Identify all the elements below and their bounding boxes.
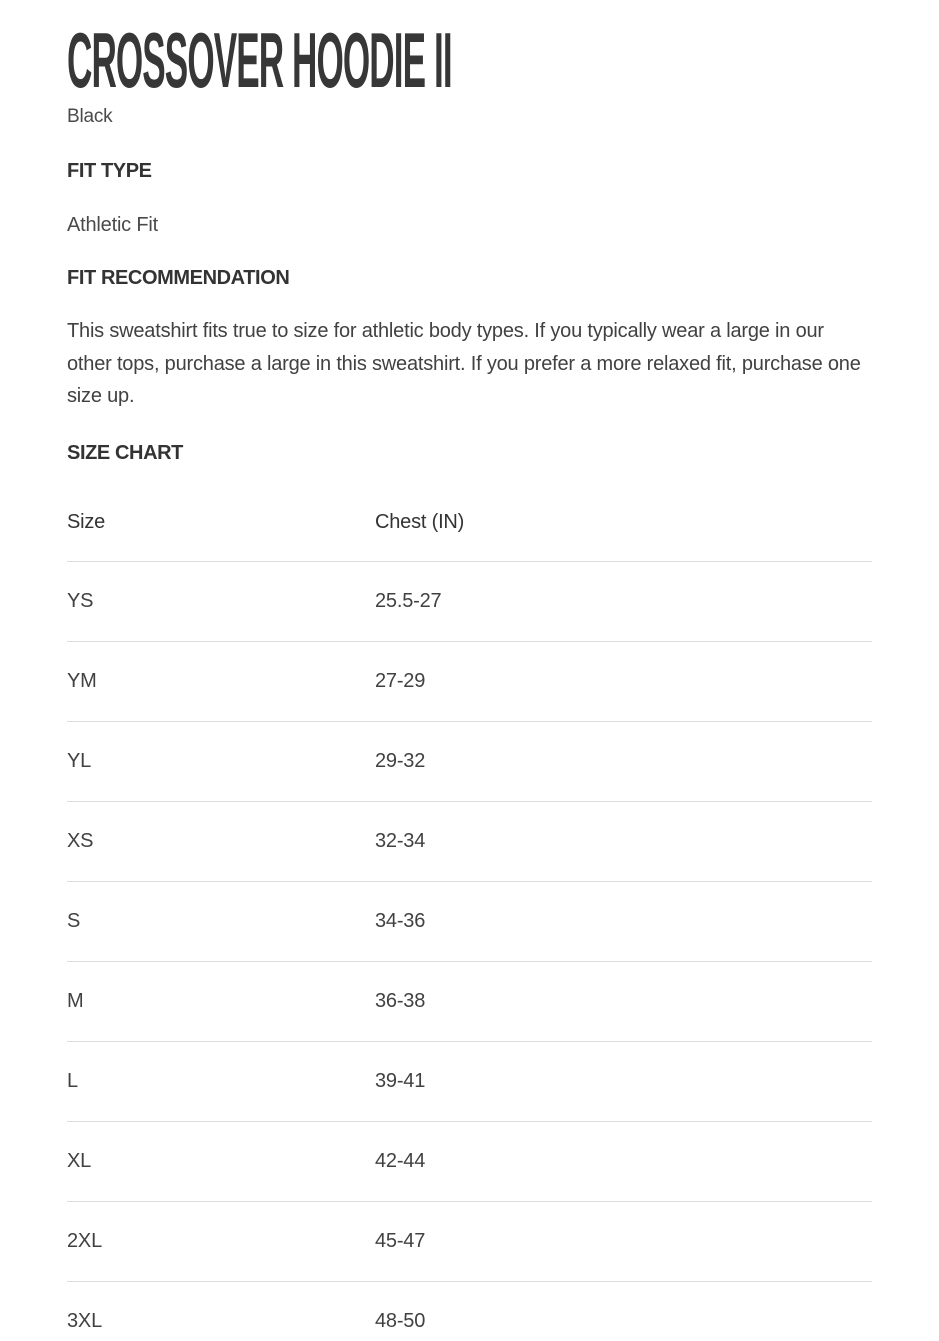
size-chart-heading: SIZE CHART <box>67 441 184 464</box>
chest-cell: 36-38 <box>375 989 426 1012</box>
chest-cell: 32-34 <box>375 829 426 852</box>
product-info-section <box>0 16 939 1341</box>
fit-type-heading: FIT TYPE <box>67 160 152 182</box>
size-chart-table <box>67 511 872 1341</box>
size-chart-header-row <box>67 511 872 562</box>
size-cell: S <box>67 909 81 932</box>
size-cell: YM <box>67 669 97 692</box>
size-cell: XL <box>67 1149 92 1172</box>
chest-cell: 25.5-27 <box>375 589 442 612</box>
size-cell: 3XL <box>67 1310 102 1332</box>
chest-cell: 34-36 <box>375 909 426 932</box>
chest-cell: 27-29 <box>375 669 426 692</box>
size-cell: XS <box>67 829 94 852</box>
table-row <box>67 562 872 642</box>
chest-cell: 29-32 <box>375 749 426 772</box>
chest-cell: 45-47 <box>375 1229 426 1252</box>
table-row <box>67 962 872 1042</box>
size-cell: 2XL <box>67 1229 102 1252</box>
table-row <box>67 1042 872 1122</box>
size-chart-body <box>67 562 872 1341</box>
table-header-size: Size <box>67 510 106 533</box>
size-cell: YL <box>67 749 92 772</box>
chest-cell: 42-44 <box>375 1149 426 1172</box>
table-row <box>67 1202 872 1282</box>
chest-cell: 39-41 <box>375 1069 426 1092</box>
fit-recommendation-text: This sweatshirt fits true to size for athletic body types. If you typically wear a large in our other tops, purchase a large in this sweatshirt. If you prefer a more relaxed fit, purchase one size up. <box>67 320 861 407</box>
page-title: CROSSOVER HOODIE II <box>67 16 452 104</box>
fit-type-value: Athletic Fit <box>67 214 158 236</box>
product-color: Black <box>67 106 113 127</box>
table-row <box>67 642 872 722</box>
table-row <box>67 802 872 882</box>
fit-recommendation-heading: FIT RECOMMENDATION <box>67 267 290 289</box>
table-header-chest: Chest (IN) <box>375 510 465 533</box>
table-row <box>67 1282 872 1341</box>
table-row <box>67 722 872 802</box>
table-row <box>67 882 872 962</box>
chest-cell: 48-50 <box>375 1310 426 1332</box>
size-cell: YS <box>67 589 94 612</box>
table-row <box>67 1122 872 1202</box>
size-cell: L <box>67 1069 78 1092</box>
size-cell: M <box>67 989 84 1012</box>
